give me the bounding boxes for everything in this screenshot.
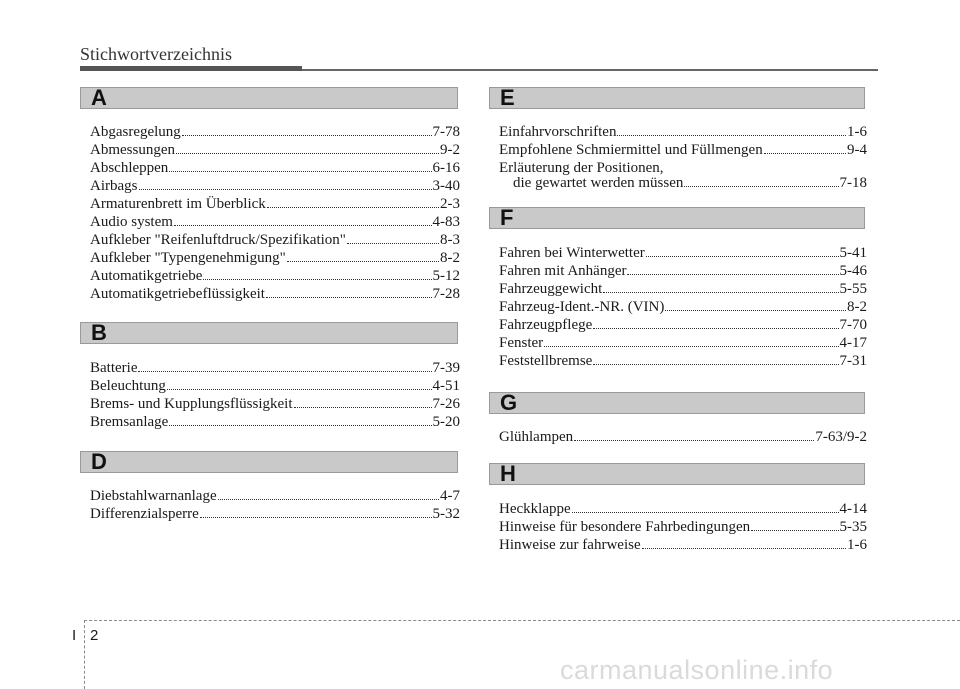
index-entry[interactable] — [499, 280, 867, 299]
index-entry[interactable] — [90, 413, 460, 432]
section-f-letter: F — [500, 205, 514, 230]
entry-page: 4-7 — [440, 488, 460, 504]
index-entry[interactable] — [499, 262, 867, 281]
section-a-letter: A — [91, 85, 107, 110]
index-entry[interactable] — [499, 244, 867, 263]
entry-label: Hinweise für besondere Fahrbedingungen — [499, 519, 751, 535]
entry-label: Bremsanlage — [90, 414, 169, 430]
entry-page: 7-28 — [432, 286, 460, 302]
entry-label: Audio system — [90, 214, 173, 230]
entry-label: Beleuchtung — [90, 378, 166, 394]
page-number: 2 — [90, 627, 99, 644]
index-entry-heading: Erläuterung der Positionen, — [499, 160, 664, 176]
leader-dots — [174, 213, 432, 226]
entry-page: 7-18 — [839, 175, 867, 191]
section-g-letter: G — [500, 390, 518, 415]
leader-dots — [138, 359, 431, 372]
index-entry[interactable] — [499, 428, 867, 447]
entry-page: 7-70 — [839, 317, 867, 333]
entry-page: 5-41 — [839, 245, 867, 261]
entry-label: Abmessungen — [90, 142, 175, 158]
entry-page: 4-14 — [839, 501, 867, 517]
leader-dots — [665, 298, 846, 311]
leader-dots — [169, 413, 431, 426]
entry-page: 7-26 — [432, 396, 460, 412]
entry-page: 7-78 — [432, 124, 460, 140]
section-h-letter: H — [500, 461, 516, 486]
entry-page: 3-40 — [432, 178, 460, 194]
index-entry[interactable] — [90, 141, 460, 160]
index-entry[interactable] — [499, 298, 867, 317]
leader-dots — [294, 395, 432, 408]
page-title: Stichwortverzeichnis — [80, 44, 232, 64]
entry-label: Glühlampen — [499, 429, 574, 445]
entry-page: 5-55 — [839, 281, 867, 297]
index-entry[interactable] — [499, 123, 867, 142]
entry-page: 4-17 — [839, 335, 867, 351]
index-entry[interactable] — [499, 316, 867, 335]
index-entry[interactable] — [90, 123, 460, 142]
entry-page: 8-2 — [847, 299, 867, 315]
leader-dots — [642, 536, 846, 549]
entry-label: Armaturenbrett im Überblick — [90, 196, 266, 212]
entry-label: Abschleppen — [90, 160, 169, 176]
entry-label: Einfahrvorschriften — [499, 124, 617, 140]
index-entry[interactable] — [90, 285, 460, 304]
index-entry[interactable] — [90, 159, 460, 178]
leader-dots — [574, 428, 814, 441]
entry-label: Heckklappe — [499, 501, 571, 517]
entry-label: Automatikgetriebeflüssigkeit — [90, 286, 265, 302]
section-marker: I — [72, 627, 77, 644]
entry-page: 7-39 — [432, 360, 460, 376]
entry-label: Fahrzeug-Ident.-NR. (VIN) — [499, 299, 665, 315]
leader-dots — [593, 352, 838, 365]
entry-page: 5-32 — [432, 506, 460, 522]
section-d-header — [80, 451, 458, 473]
entry-page: 4-51 — [432, 378, 460, 394]
entry-page: 7-63/9-2 — [815, 429, 867, 445]
leader-dots — [267, 195, 439, 208]
index-entry[interactable] — [90, 377, 460, 396]
index-entry[interactable] — [499, 174, 867, 193]
section-a-header — [80, 87, 458, 109]
entry-label: Fahren bei Winterwetter — [499, 245, 645, 261]
entry-label: Batterie — [90, 360, 138, 376]
index-entry[interactable] — [90, 359, 460, 378]
section-e-letter: E — [500, 85, 515, 110]
index-entry[interactable] — [90, 213, 460, 232]
leader-dots — [347, 231, 439, 244]
entry-page: 8-3 — [440, 232, 460, 248]
watermark: carmanualsonline.info — [560, 655, 834, 685]
entry-label: Fahrzeugpflege — [499, 317, 593, 333]
index-entry[interactable] — [499, 352, 867, 371]
section-d-letter: D — [91, 449, 107, 474]
index-entry[interactable] — [90, 267, 460, 286]
entry-page: 9-2 — [440, 142, 460, 158]
entry-label: Abgasregelung — [90, 124, 181, 140]
leader-dots — [603, 280, 838, 293]
entry-label: Empfohlene Schmiermittel und Füllmengen — [499, 142, 763, 158]
entry-label: Diebstahlwarnanlage — [90, 488, 217, 504]
leader-dots — [139, 177, 432, 190]
entry-page: 1-6 — [847, 537, 867, 553]
section-h-header — [489, 463, 865, 485]
index-entry[interactable] — [90, 231, 460, 250]
header-rule-thick — [80, 66, 302, 71]
index-entry[interactable] — [90, 487, 460, 506]
leader-dots — [176, 141, 439, 154]
index-entry[interactable] — [90, 505, 460, 524]
section-b-header — [80, 322, 458, 344]
leader-dots — [593, 316, 838, 329]
entry-label: Automatikgetriebe — [90, 268, 203, 284]
leader-dots — [572, 500, 839, 513]
header-rule-thin — [302, 69, 878, 71]
leader-dots — [169, 159, 431, 172]
entry-label: Fahrzeuggewicht — [499, 281, 603, 297]
entry-label: Hinweise zur fahrweise — [499, 537, 641, 553]
index-entry[interactable] — [90, 177, 460, 196]
leader-dots — [218, 487, 439, 500]
index-entry[interactable] — [90, 395, 460, 414]
leader-dots — [167, 377, 432, 390]
leader-dots — [544, 334, 838, 347]
section-f-header — [489, 207, 865, 229]
entry-page: 8-2 — [440, 250, 460, 266]
entry-label: Aufkleber "Reifenluftdruck/Spezifikation" — [90, 232, 346, 248]
entry-page: 2-3 — [440, 196, 460, 212]
entry-page: 9-4 — [847, 142, 867, 158]
entry-page: 1-6 — [847, 124, 867, 140]
leader-dots — [200, 505, 432, 518]
footer-rule — [84, 620, 960, 621]
leader-dots — [751, 518, 838, 531]
leader-dots — [627, 262, 838, 275]
entry-label: Brems- und Kupplungsflüssigkeit — [90, 396, 293, 412]
section-b-letter: B — [91, 320, 107, 345]
entry-label: die gewartet werden müssen — [513, 175, 684, 191]
entry-page: 5-46 — [839, 263, 867, 279]
index-entry[interactable] — [90, 249, 460, 268]
leader-dots — [182, 123, 432, 136]
entry-page: 5-12 — [432, 268, 460, 284]
leader-dots — [684, 174, 838, 187]
section-e-header — [489, 87, 865, 109]
entry-label: Fahren mit Anhänger — [499, 263, 627, 279]
section-g-header — [489, 392, 865, 414]
entry-page: 4-83 — [432, 214, 460, 230]
leader-dots — [646, 244, 839, 257]
index-entry[interactable] — [499, 334, 867, 353]
entry-label: Feststellbremse — [499, 353, 593, 369]
entry-page: 5-20 — [432, 414, 460, 430]
index-entry[interactable] — [499, 500, 867, 519]
index-entry[interactable] — [499, 518, 867, 537]
leader-dots — [203, 267, 431, 280]
leader-dots — [617, 123, 846, 136]
leader-dots — [287, 249, 439, 262]
index-entry[interactable] — [499, 536, 867, 555]
entry-label: Fenster — [499, 335, 544, 351]
entry-page: 7-31 — [839, 353, 867, 369]
entry-page: 6-16 — [432, 160, 460, 176]
entry-label: Airbags — [90, 178, 138, 194]
index-entry[interactable] — [90, 195, 460, 214]
entry-page: 5-35 — [839, 519, 867, 535]
entry-label: Aufkleber "Typengenehmigung" — [90, 250, 286, 266]
index-entry[interactable] — [499, 141, 867, 160]
footer-gutter-rule — [84, 620, 85, 689]
leader-dots — [764, 141, 846, 154]
leader-dots — [266, 285, 432, 298]
entry-label: Differenzialsperre — [90, 506, 199, 522]
